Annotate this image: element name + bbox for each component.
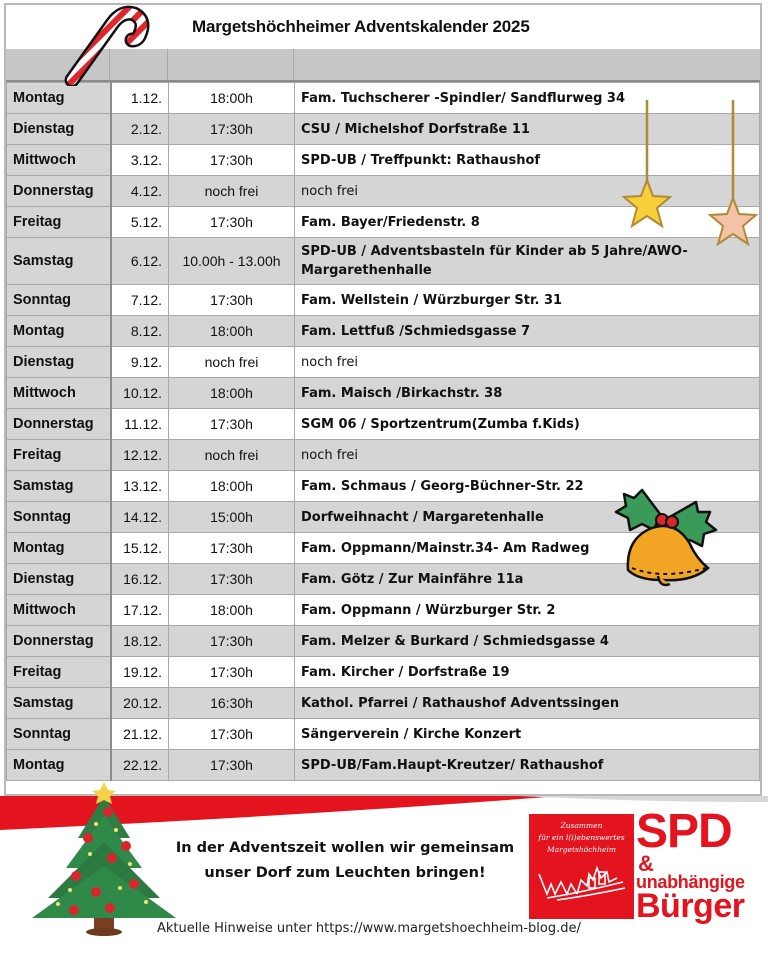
location-cell: Fam. Oppmann/Mainstr.34- Am Radweg — [295, 533, 760, 564]
time-cell: 17:30h — [169, 626, 295, 657]
day-cell: Montag — [7, 533, 111, 564]
time-cell: 17:30h — [169, 207, 295, 238]
day-cell: Sonntag — [7, 502, 111, 533]
time-cell: 17:30h — [169, 750, 295, 781]
message-line-2: unser Dorf zum Leuchten bringen! — [204, 865, 486, 881]
date-cell: 14.12. — [111, 502, 169, 533]
slogan-line: Zusammen — [560, 821, 603, 830]
date-cell: 13.12. — [111, 471, 169, 502]
party-name-buerger: Bürger — [636, 887, 745, 925]
time-cell: 15:00h — [169, 502, 295, 533]
date-cell: 22.12. — [111, 750, 169, 781]
location-cell: CSU / Michelshof Dorfstraße 11 — [295, 114, 760, 145]
slogan-line: für ein l(i)ebenswertes — [538, 833, 625, 842]
location-cell: Fam. Kircher / Dorfstraße 19 — [295, 657, 760, 688]
date-cell: 12.12. — [111, 440, 169, 471]
location-cell: SPD-UB / Treffpunkt: Rathaushof — [295, 145, 760, 176]
party-name-unabhaengige: unabhängige — [636, 872, 745, 892]
time-cell: 16:30h — [169, 688, 295, 719]
day-cell: Sonntag — [7, 719, 111, 750]
day-cell: Donnerstag — [7, 626, 111, 657]
table-row — [7, 750, 760, 781]
date-cell: 7.12. — [111, 285, 169, 316]
day-cell: Montag — [7, 316, 111, 347]
day-cell: Samstag — [7, 688, 111, 719]
time-cell: 17:30h — [169, 409, 295, 440]
table-row — [7, 347, 760, 378]
table-row — [7, 626, 760, 657]
day-cell: Freitag — [7, 657, 111, 688]
date-cell: 4.12. — [111, 176, 169, 207]
day-cell: Montag — [7, 750, 111, 781]
location-cell: noch frei — [295, 347, 760, 378]
date-cell: 1.12. — [111, 83, 169, 114]
day-cell: Mittwoch — [7, 595, 111, 626]
table-row — [7, 285, 760, 316]
day-cell: Montag — [7, 83, 111, 114]
day-cell: Dienstag — [7, 114, 111, 145]
time-cell: noch frei — [169, 176, 295, 207]
date-cell: 16.12. — [111, 564, 169, 595]
day-cell: Dienstag — [7, 564, 111, 595]
time-cell: noch frei — [169, 440, 295, 471]
date-cell: 8.12. — [111, 316, 169, 347]
village-logo — [529, 814, 634, 919]
location-cell: Fam. Oppmann / Würzburger Str. 2 — [295, 595, 760, 626]
table-row — [7, 719, 760, 750]
date-cell: 19.12. — [111, 657, 169, 688]
location-cell: SPD-UB / Adventsbasteln für Kinder ab 5 Jahre/AWO-Margarethenhalle — [295, 238, 760, 285]
date-cell: 20.12. — [111, 688, 169, 719]
day-cell: Donnerstag — [7, 409, 111, 440]
table-row — [7, 238, 760, 285]
location-cell: Fam. Maisch /Birkachstr. 38 — [295, 378, 760, 409]
day-cell: Donnerstag — [7, 176, 111, 207]
time-cell: 18:00h — [169, 471, 295, 502]
date-cell: 18.12. — [111, 626, 169, 657]
location-cell: Fam. Schmaus / Georg-Büchner-Str. 22 — [295, 471, 760, 502]
table-row — [7, 595, 760, 626]
message-line-1: In der Adventszeit wollen wir gemeinsam — [175, 840, 515, 856]
time-cell: 17:30h — [169, 145, 295, 176]
date-cell: 17.12. — [111, 595, 169, 626]
location-cell: Kathol. Pfarrei / Rathaushof Adventssingen — [295, 688, 760, 719]
time-cell: 10.00h - 13.00h — [169, 238, 295, 285]
location-cell: SGM 06 / Sportzentrum(Zumba f.Kids) — [295, 409, 760, 440]
column-divider — [167, 49, 168, 80]
day-cell: Mittwoch — [7, 145, 111, 176]
location-cell: Fam. Lettfuß /Schmiedsgasse 7 — [295, 316, 760, 347]
table-row — [7, 657, 760, 688]
table-row — [7, 688, 760, 719]
day-cell: Samstag — [7, 238, 111, 285]
date-cell: 15.12. — [111, 533, 169, 564]
day-cell: Dienstag — [7, 347, 111, 378]
day-cell: Samstag — [7, 471, 111, 502]
time-cell: 17:30h — [169, 533, 295, 564]
time-cell: 17:30h — [169, 657, 295, 688]
location-cell: Sängerverein / Kirche Konzert — [295, 719, 760, 750]
date-cell: 3.12. — [111, 145, 169, 176]
date-cell: 2.12. — [111, 114, 169, 145]
date-cell: 9.12. — [111, 347, 169, 378]
time-cell: 18:00h — [169, 83, 295, 114]
date-cell: 11.12. — [111, 409, 169, 440]
table-row — [7, 409, 760, 440]
location-cell: Fam. Tuchscherer -Spindler/ Sandflurweg 34 — [295, 83, 760, 114]
time-cell: 17:30h — [169, 564, 295, 595]
date-cell: 6.12. — [111, 238, 169, 285]
time-cell: 17:30h — [169, 114, 295, 145]
logo-slogan — [529, 820, 634, 856]
blog-link[interactable]: Aktuelle Hinweise unter https://www.margetshoechheim-blog.de/ — [157, 921, 581, 936]
table-row — [7, 378, 760, 409]
date-cell: 21.12. — [111, 719, 169, 750]
slogan-line: Margetshöchheim — [547, 845, 616, 854]
holly-bell-icon — [612, 484, 724, 596]
time-cell: 18:00h — [169, 316, 295, 347]
star-icon — [617, 100, 677, 235]
day-cell: Sonntag — [7, 285, 111, 316]
location-cell: noch frei — [295, 440, 760, 471]
time-cell: 18:00h — [169, 378, 295, 409]
star-icon — [703, 100, 763, 255]
location-cell: SPD-UB/Fam.Haupt-Kreutzer/ Rathaushof — [295, 750, 760, 781]
village-skyline-icon — [537, 860, 627, 904]
column-divider — [293, 49, 294, 80]
day-cell: Freitag — [7, 440, 111, 471]
location-cell: Fam. Melzer & Burkard / Schmiedsgasse 4 — [295, 626, 760, 657]
time-cell: 18:00h — [169, 595, 295, 626]
location-cell: Fam. Götz / Zur Mainfähre 11a — [295, 564, 760, 595]
location-cell: Fam. Bayer/Friedenstr. 8 — [295, 207, 760, 238]
location-cell: Dorfweihnacht / Margaretenhalle — [295, 502, 760, 533]
advent-message — [150, 836, 540, 886]
party-ampersand: & — [638, 851, 654, 876]
time-cell: noch frei — [169, 347, 295, 378]
table-row — [7, 440, 760, 471]
party-name-spd: SPD — [636, 805, 732, 858]
date-cell: 5.12. — [111, 207, 169, 238]
candy-cane-icon — [60, 4, 152, 86]
page-title: Margetshöchheimer Adventskalender 2025 — [192, 17, 530, 36]
time-cell: 17:30h — [169, 719, 295, 750]
time-cell: 17:30h — [169, 285, 295, 316]
day-cell: Freitag — [7, 207, 111, 238]
table-row — [7, 316, 760, 347]
date-cell: 10.12. — [111, 378, 169, 409]
location-cell: Fam. Wellstein / Würzburger Str. 31 — [295, 285, 760, 316]
location-cell: noch frei — [295, 176, 760, 207]
day-cell: Mittwoch — [7, 378, 111, 409]
